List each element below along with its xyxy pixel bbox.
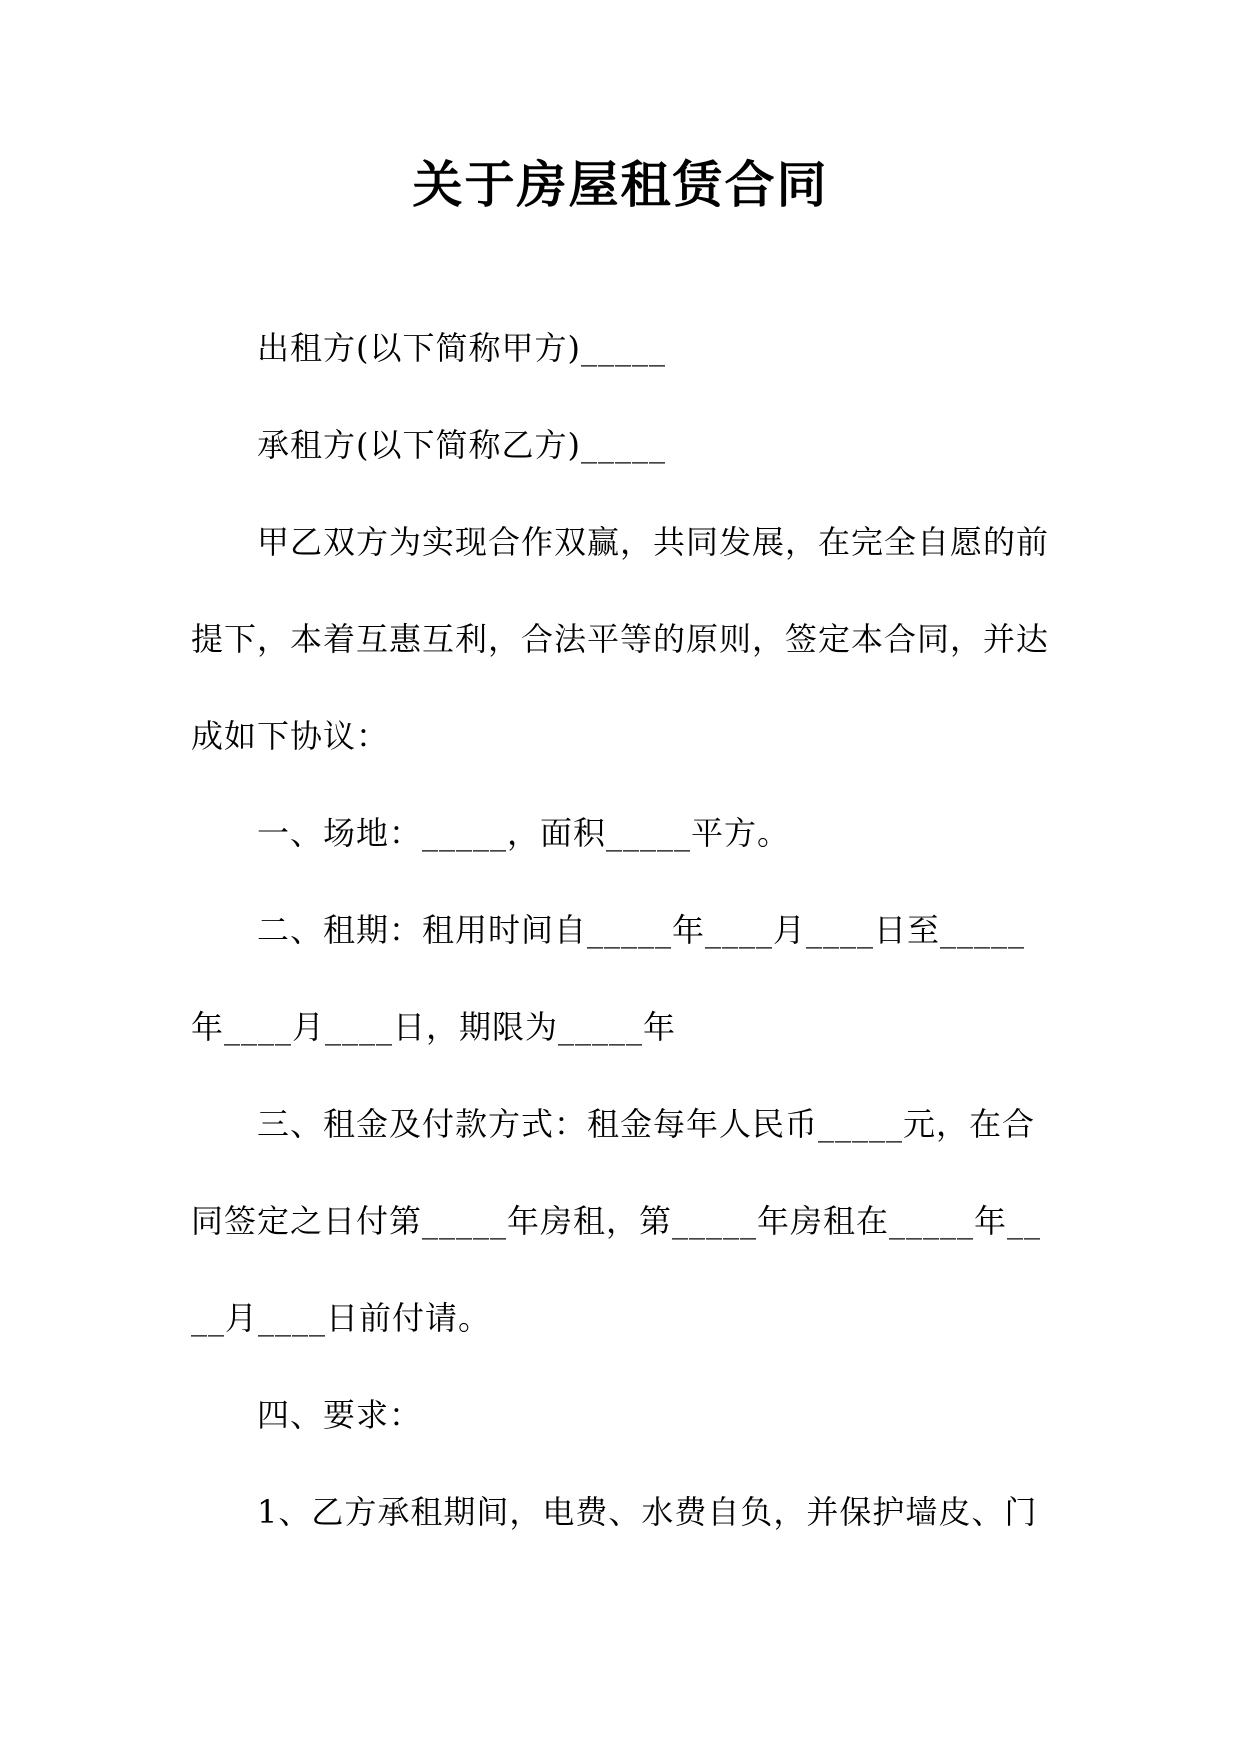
paragraph-preamble: 甲乙双方为实现合作双赢，共同发展，在完全自愿的前提下，本着互惠互利，合法平等的原则，签定本合同，并达成如下协议： xyxy=(191,523,1050,755)
paragraph-requirements-heading: 四、要求： xyxy=(257,1396,423,1434)
paragraph-premises: 一、场地：_____，面积_____平方。 xyxy=(257,814,791,852)
document-body xyxy=(191,300,1051,1561)
paragraph-rent-payment: 三、租金及付款方式：租金每年人民币_____元，在合同签定之日付第_____年房租，第_____年房租在_____年____月____日前付请。 xyxy=(191,1105,1042,1337)
paragraph-lease-term: 二、租期：租用时间自_____年____月____日至_____年____月____日，期限为_____年 xyxy=(191,911,1026,1046)
paragraph-requirement-1: 1、乙方承租期间，电费、水费自负，并保护墙皮、门 xyxy=(257,1493,1038,1531)
document-title: 关于房屋租赁合同 xyxy=(412,156,829,214)
paragraph-lessee: 承租方(以下简称乙方)_____ xyxy=(257,426,666,464)
paragraph-lessor: 出租方(以下简称甲方)_____ xyxy=(257,329,666,367)
